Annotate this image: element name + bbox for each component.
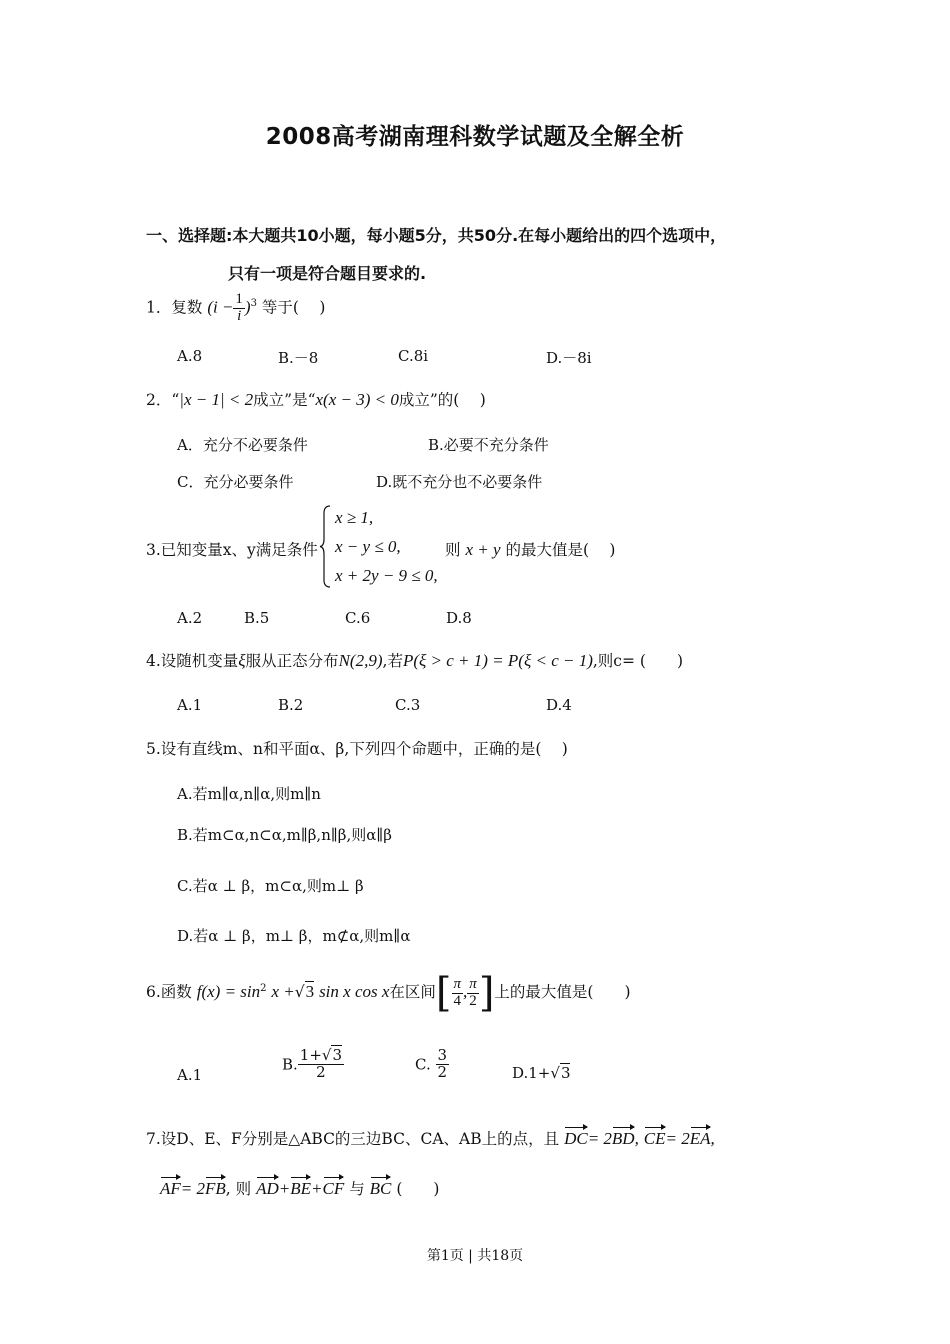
q6-fraction-2: $\frac{\pi}{2}$: [469, 975, 477, 1009]
q1-option-c: C.8i: [398, 347, 429, 365]
q4-stem-a: 4.设随机变量: [146, 652, 239, 670]
q4-xi: ξ: [238, 651, 246, 670]
q7-vector-bd: BD: [611, 1129, 635, 1148]
question-1: [146, 292, 325, 325]
q5-option-b: B.若m⊂α,n⊂α,m∥β,n∥β,则α∥β: [177, 826, 392, 844]
q6-option-d-sqrt: 3: [560, 1064, 571, 1082]
q7-eq-3: = 2: [180, 1179, 206, 1198]
q4-option-a: A.1: [177, 696, 203, 714]
q4-option-d: D.4: [546, 696, 572, 714]
q6-mid: 在区间: [389, 983, 436, 1001]
q6-option-b-num: 1+: [299, 1046, 322, 1064]
q6-comma: ,: [463, 982, 468, 1001]
q6-option-b-label: B.: [282, 1055, 298, 1074]
q3-then: 则: [445, 541, 461, 559]
q2-math-1: |x − 1| < 2: [179, 390, 254, 409]
q7-vector-be: BE: [290, 1179, 312, 1198]
q6-fraction-1: $\frac{\pi}{4}$: [453, 975, 462, 1009]
q2-stem-a: 2．“: [146, 391, 180, 409]
q7-vector-bc: BC: [369, 1179, 392, 1198]
q6-stem: 6.函数: [146, 983, 192, 1001]
question-7-line2: [160, 1177, 439, 1199]
section-heading-line1: 一、选择题:本大题共10小题，每小题5分，共50分.在每小题给出的四个选项中，: [146, 226, 727, 245]
q1-expr-pre: (i −: [207, 297, 234, 317]
q7-with: 与: [349, 1180, 365, 1198]
q4-math-2: P(ξ > c + 1) = P(ξ < c − 1): [402, 651, 593, 670]
q3-condition-1: x ≥ 1,: [335, 508, 374, 527]
q1-fraction: $\frac{1}{i}$: [235, 291, 243, 324]
q6-option-c-label: C.: [415, 1055, 431, 1074]
q6-math-c: sin x cos x: [319, 982, 390, 1001]
q7-vector-ad: AD: [256, 1179, 279, 1198]
q6-tail: 上的最大值是( ): [494, 983, 631, 1001]
page-title: 2008高考湖南理科数学试题及全解全析: [265, 124, 685, 150]
q6-option-a: A.1: [177, 1066, 203, 1084]
q7-plus-1: +: [278, 1179, 291, 1198]
q3-stem: 3.已知变量x、y满足条件: [146, 541, 318, 559]
q1-expr-post: ): [244, 297, 251, 317]
q3-condition-3: x + 2y − 9 ≤ 0,: [335, 566, 438, 585]
q6-option-d-label: D.1+: [512, 1064, 551, 1082]
q2-stem-b: 成立”是“: [253, 391, 316, 409]
q6-option-b-fraction: $\frac{1+√3}{2}$: [299, 1046, 343, 1081]
q4-stem-c: ,若: [382, 652, 403, 670]
q5-stem: 5.设有直线m、n和平面α、β,下列四个命题中，正确的是( ): [146, 740, 568, 758]
q4-option-c: C.3: [395, 696, 421, 714]
q7-vector-ce: CE: [643, 1129, 666, 1148]
q4-stem-d: ,则c= ( ): [592, 652, 683, 670]
q6-option-c: [415, 1048, 449, 1081]
q3-option-a: A.2: [177, 609, 203, 627]
question-6: 6.函数 $f(x) = \sin^2 x +√3$ sin x cos x在区间[ $\frac{\pi}{4}$ , $\frac{\pi}{2}$ ]上的最大值是( ): [146, 970, 631, 1016]
q7-tail: ( ): [396, 1180, 440, 1198]
q6-option-b: [282, 1048, 344, 1081]
q7-vector-af: AF: [160, 1179, 181, 1198]
q7-vector-cf: CF: [322, 1179, 345, 1198]
q3-objective: x + y: [465, 540, 501, 559]
q6-right-bracket: ]: [478, 970, 495, 1016]
q7-sep-2: ,: [710, 1129, 715, 1148]
q1-tail: 等于( ): [261, 298, 326, 317]
q4-option-b: B.2: [278, 696, 304, 714]
q3-tail-text: 的最大值是( ): [505, 541, 616, 559]
q2-option-c: C．充分必要条件: [177, 473, 294, 491]
section-heading-line2: 只有一项是符合题目要求的.: [228, 264, 427, 283]
q3-option-c: C.6: [345, 609, 371, 627]
q7-vector-ea: EA: [689, 1129, 711, 1148]
q2-option-b: B.必要不充分条件: [428, 436, 549, 454]
q3-option-d: D.8: [446, 609, 472, 627]
q7-vector-fb: FB: [205, 1179, 226, 1198]
page-footer: 第1页 | 共18页: [426, 1248, 524, 1264]
q5-option-d: D.若α ⊥ β，m⊥ β，m⊄α,则m∥α: [177, 927, 411, 945]
q6-option-b-sqrt: 3: [332, 1046, 343, 1064]
q3-left-brace: [319, 505, 331, 588]
q7-stem: 7.设D、E、F分别是△ABC的三边BC、CA、AB上的点，且: [146, 1130, 560, 1148]
q1-number: 1．复数: [146, 298, 203, 317]
question-7-line1: [146, 1127, 715, 1149]
q7-eq-1: = 2: [587, 1129, 612, 1148]
q1-option-b: B.－8: [278, 349, 319, 367]
q6-option-d: D.1+√3: [512, 1064, 571, 1082]
q6-exponent: 2: [260, 982, 267, 994]
q4-stem-b: 服从正态分布: [245, 652, 339, 670]
q2-option-d: D.既不充分也不必要条件: [376, 473, 543, 491]
question-2: [146, 388, 486, 410]
question-4: [146, 649, 683, 671]
q6-left-bracket: [: [435, 970, 452, 1016]
q3-option-b: B.5: [244, 609, 270, 627]
q7-vector-dc: DC: [564, 1129, 588, 1148]
q2-math-2: x(x − 3) < 0: [315, 390, 399, 409]
q7-sep-3: , 则: [225, 1180, 252, 1198]
q7-plus-2: +: [311, 1179, 323, 1198]
q3-tail: [445, 538, 615, 560]
q4-math-1: N(2,9): [338, 651, 383, 670]
q1-exponent: 3: [250, 298, 257, 310]
q6-math-a: f(x) = sin: [196, 982, 261, 1001]
q7-eq-2: = 2: [665, 1129, 690, 1148]
q2-stem-c: 成立”的( ): [398, 391, 486, 409]
q1-option-a: A.8: [177, 347, 203, 365]
q2-option-a: A．充分不必要条件: [177, 436, 308, 454]
q3-condition-2: x − y ≤ 0,: [335, 537, 401, 556]
q6-sqrt: 3: [305, 982, 315, 1001]
q6-option-c-fraction: $\frac{3}{2}$: [437, 1046, 448, 1081]
q5-option-a: A.若m∥α,n∥α,则m∥n: [177, 785, 321, 803]
q5-option-c: C.若α ⊥ β，m⊂α,则m⊥ β: [177, 877, 364, 895]
q7-sep-1: ,: [634, 1129, 639, 1148]
q6-math-b: x +: [271, 982, 295, 1001]
q6-option-b-den: 2: [316, 1062, 326, 1081]
q1-option-d: D.－8i: [546, 349, 592, 367]
